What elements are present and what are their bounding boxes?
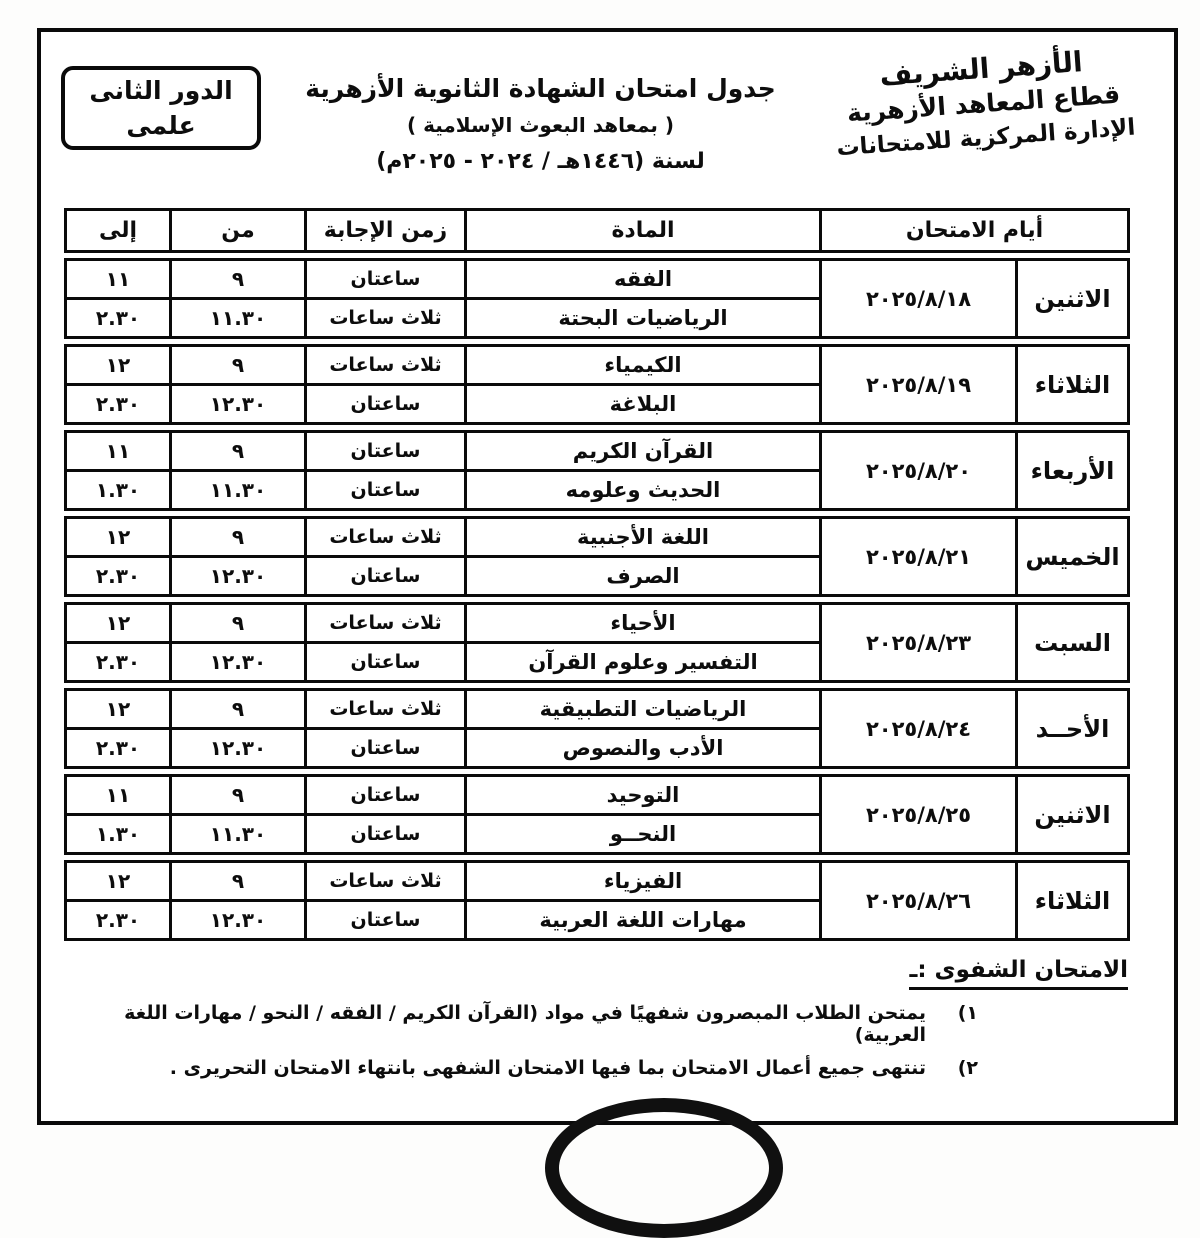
end-time: ١١ (66, 260, 171, 299)
subject: الصرف (466, 557, 821, 596)
end-time: ١١ (66, 432, 171, 471)
subject: اللغة الأجنبية (466, 518, 821, 557)
subject: البلاغة (466, 385, 821, 424)
start-time: ١٢.٣٠ (171, 643, 306, 682)
exam-day-group (64, 602, 1130, 683)
end-time: ٢.٣٠ (66, 643, 171, 682)
subject: الأحياء (466, 604, 821, 643)
header-duration: زمن الإجابة (305, 210, 465, 252)
oral-exam-notes (81, 1002, 1128, 1079)
day-name: الاثنين (1017, 260, 1129, 338)
subject: التفسير وعلوم القرآن (466, 643, 821, 682)
document-title (261, 44, 820, 206)
end-time: ١٢ (66, 690, 171, 729)
oral-exam-section (81, 957, 1128, 1079)
exam-date: ٢٠٢٥/٨/١٩ (821, 346, 1017, 424)
header-subject: المادة (465, 210, 820, 252)
duration: ساعتان (306, 260, 466, 299)
table-header-row (64, 208, 1130, 253)
title-line-2: ( بمعاهد البعوث الإسلامية ) (406, 113, 674, 137)
start-time: ٩ (171, 346, 306, 385)
exam-day-group (64, 860, 1130, 941)
exam-date: ٢٠٢٥/٨/٢١ (821, 518, 1017, 596)
start-time: ١٢.٣٠ (171, 557, 306, 596)
end-time: ٢.٣٠ (66, 557, 171, 596)
start-time: ١٢.٣٠ (171, 385, 306, 424)
duration: ساعتان (306, 776, 466, 815)
exam-schedule-table (67, 208, 1130, 941)
exam-date: ٢٠٢٥/٨/٢٣ (821, 604, 1017, 682)
day-name: الثلاثاء (1017, 346, 1129, 424)
duration: ساعتان (306, 815, 466, 854)
duration: ثلاث ساعات (306, 862, 466, 901)
start-time: ٩ (171, 604, 306, 643)
duration: ثلاث ساعات (306, 518, 466, 557)
subject: الرياضيات البحتة (466, 299, 821, 338)
start-time: ١٢.٣٠ (171, 729, 306, 768)
start-time: ٩ (171, 260, 306, 299)
round-badge-line-1: الدور الثانى (89, 76, 233, 105)
round-badge (61, 66, 261, 150)
title-line-3: لسنة (١٤٤٦هـ / ٢٠٢٤ - ٢٠٢٥م) (376, 149, 705, 174)
org-sector: قطاع المعاهد الأزهرية (846, 79, 1121, 128)
start-time: ٩ (171, 690, 306, 729)
start-time: ٩ (171, 776, 306, 815)
exam-day-group (64, 430, 1130, 511)
start-time: ٩ (171, 862, 306, 901)
note-item (81, 1057, 978, 1079)
subject: الحديث وعلومه (466, 471, 821, 510)
subject: الأدب والنصوص (466, 729, 821, 768)
day-name: الأربعاء (1017, 432, 1129, 510)
note-text: تنتهى جميع أعمال الامتحان بما فيها الامتحان الشفهى بانتهاء الامتحان التحريرى . (169, 1057, 926, 1079)
end-time: ١٢ (66, 346, 171, 385)
exam-date: ٢٠٢٥/٨/١٨ (821, 260, 1017, 338)
day-name: الاثنين (1017, 776, 1129, 854)
end-time: ١١ (66, 776, 171, 815)
note-number: ١) (957, 1002, 978, 1024)
note-text: يمتحن الطلاب المبصرون شفهيًا في مواد (القرآن الكريم / الفقه / النحو / مهارات اللغة العربية) (124, 1002, 926, 1046)
duration: ثلاث ساعات (306, 299, 466, 338)
header-to: إلى (65, 210, 170, 252)
subject: الكيمياء (466, 346, 821, 385)
end-time: ٢.٣٠ (66, 729, 171, 768)
subject: الرياضيات التطبيقية (466, 690, 821, 729)
stamp-mark (545, 1098, 783, 1238)
note-item (81, 1002, 978, 1046)
start-time: ٩ (171, 432, 306, 471)
start-time: ١٢.٣٠ (171, 901, 306, 940)
org-name: الأزهر الشريف (878, 45, 1084, 93)
start-time: ٩ (171, 518, 306, 557)
day-name: الخميس (1017, 518, 1129, 596)
duration: ساعتان (306, 643, 466, 682)
day-name: السبت (1017, 604, 1129, 682)
exam-day-group (64, 774, 1130, 855)
exam-day-group (64, 688, 1130, 769)
subject: الفيزياء (466, 862, 821, 901)
end-time: ١.٣٠ (66, 471, 171, 510)
note-number: ٢) (957, 1057, 978, 1079)
duration: ساعتان (306, 901, 466, 940)
exam-day-group (64, 344, 1130, 425)
subject: مهارات اللغة العربية (466, 901, 821, 940)
exam-date: ٢٠٢٥/٨/٢٤ (821, 690, 1017, 768)
duration: ساعتان (306, 385, 466, 424)
subject: النحــو (466, 815, 821, 854)
page-header (41, 32, 1174, 206)
end-time: ١٢ (66, 518, 171, 557)
exam-date: ٢٠٢٥/٨/٢٦ (821, 862, 1017, 940)
duration: ساعتان (306, 729, 466, 768)
header-from: من (170, 210, 305, 252)
org-administration: الإدارة المركزية للامتحانات (835, 114, 1137, 162)
start-time: ١١.٣٠ (171, 299, 306, 338)
subject: القرآن الكريم (466, 432, 821, 471)
duration: ثلاث ساعات (306, 690, 466, 729)
exam-date: ٢٠٢٥/٨/٢٠ (821, 432, 1017, 510)
duration: ثلاث ساعات (306, 346, 466, 385)
end-time: ٢.٣٠ (66, 299, 171, 338)
subject: التوحيد (466, 776, 821, 815)
end-time: ١٢ (66, 604, 171, 643)
header-exam-days: أيام الامتحان (820, 210, 1128, 252)
duration: ساعتان (306, 557, 466, 596)
exam-day-group (64, 258, 1130, 339)
round-badge-line-2: علمى (126, 111, 196, 140)
start-time: ١١.٣٠ (171, 471, 306, 510)
day-name: الثلاثاء (1017, 862, 1129, 940)
end-time: ٢.٣٠ (66, 385, 171, 424)
subject: الفقه (466, 260, 821, 299)
exam-date: ٢٠٢٥/٨/٢٥ (821, 776, 1017, 854)
day-name: الأحــد (1017, 690, 1129, 768)
duration: ثلاث ساعات (306, 604, 466, 643)
duration: ساعتان (306, 432, 466, 471)
title-line-1: جدول امتحان الشهادة الثانوية الأزهرية (305, 74, 776, 103)
start-time: ١١.٣٠ (171, 815, 306, 854)
end-time: ٢.٣٠ (66, 901, 171, 940)
org-header (815, 33, 1155, 218)
end-time: ١٢ (66, 862, 171, 901)
end-time: ١.٣٠ (66, 815, 171, 854)
oral-exam-heading: الامتحان الشفوى :ـ (909, 957, 1128, 990)
duration: ساعتان (306, 471, 466, 510)
document-page (37, 28, 1178, 1125)
exam-day-group (64, 516, 1130, 597)
